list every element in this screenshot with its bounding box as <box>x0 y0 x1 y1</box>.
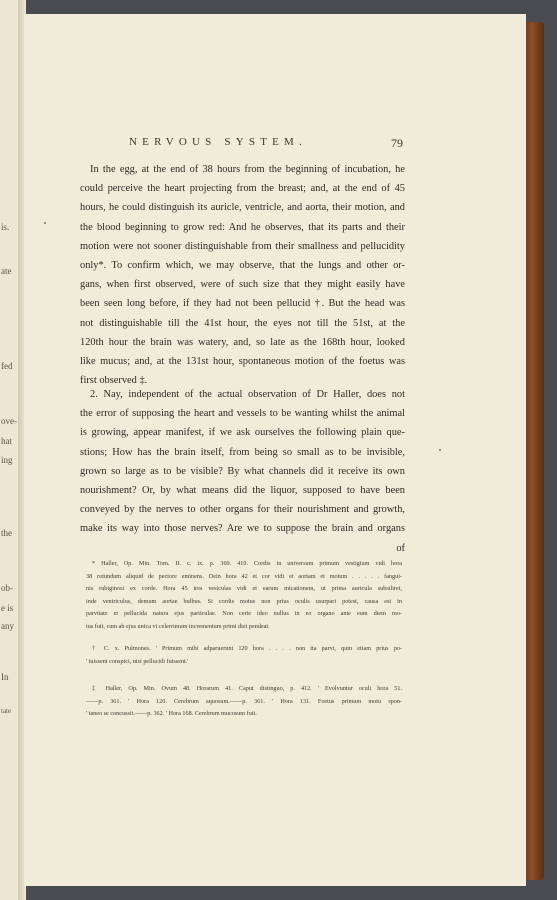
text-line: the error of supposing the heart and vessels to be wanting whilst the animal <box>80 408 405 420</box>
page-speck <box>439 449 441 451</box>
text-line: grown so large as to be visible? By what channels did it receive its own <box>80 465 405 477</box>
footnote-line: parvitate et pellucida natura ejus particulae. Non certe ideo nullus in eo organo ante eum diem mo- <box>86 610 402 618</box>
footnote-line: * Haller, Op. Min. Tom. II. c. ix. p. 369. 410. Cordis in universum primum vestigium vidi hora <box>92 560 402 567</box>
footnote-line: ‡ Haller, Op. Min. Ovum 48. Horarum 41. Caput distinguo, p. 412. ' Evolvuntur oculi hora 51. <box>92 685 402 692</box>
footnote-line: inde ventriculus, demum aortae bulbus. Si cordis motus non prius oculis usurpari potest, causa est in <box>86 597 402 605</box>
text-line: could perceive the heart projecting from the breast; and, at the end of 45 <box>80 183 405 195</box>
text-line: been seen long before, if they had not been pellucid †. But the head was <box>80 298 405 310</box>
text-line: nourishment? Or, by what means did the liquor, supposed to have been <box>80 484 405 496</box>
paragraph-2 <box>80 385 405 558</box>
left-page-fragment: is. <box>1 222 10 232</box>
footnote-line: † C. x. Pulmones. ' Primum mihi adparuerunt 120 hora . . . . non ita parvi, quin etiam prius po- <box>92 645 402 652</box>
text-line: is growing, appear manifest, if we ask ourselves the following plain que- <box>80 427 405 439</box>
text-line: stions; How has the brain itself, from being so small as to be invisible, <box>80 446 405 458</box>
left-page-fragment: hat <box>1 436 12 446</box>
left-page-fragment: ate <box>1 266 12 276</box>
book-cover-edge <box>524 22 544 880</box>
footnote-1 <box>86 558 402 634</box>
text-line: motion were not sooner distinguishable from their smallness and pellucidity <box>80 240 405 252</box>
text-line: 120th hour the brain was watery, and, so late as the 168th hour, looked <box>80 336 405 348</box>
left-page-fragment: any <box>1 621 14 631</box>
left-page-fragment: fed <box>1 361 13 371</box>
footnote-2 <box>86 643 402 668</box>
text-line: 2. Nay, independent of the actual observation of Dr Haller, does not <box>90 389 405 400</box>
text-line: the blood beginning to grow red: And he observes, that its parts and their <box>80 221 405 233</box>
text-line: like mucus; and, at the 131st hour, spontaneous motion of the foetus was <box>80 355 405 367</box>
text-line: conveyed by the nerves to other organs for their nourishment and growth, <box>80 504 405 516</box>
catchword: of <box>396 542 405 554</box>
footnote-3 <box>86 683 402 721</box>
footnote-line: 38 rotundum aliquid de pectore eminens. Dein hora 42 et cor vidi et aortam et motum . . . . . fangui- <box>86 572 402 580</box>
text-line: only*. To confirm which, we may observe, that the lungs and other or- <box>80 259 405 271</box>
page-number: 79 <box>391 136 403 150</box>
text-line: make its way into those nerves? Are we to suppose the brain and organs <box>80 523 405 535</box>
left-page-fragment: In <box>1 672 9 682</box>
text-line: hours, he could distinguish its auricle, ventricle, and aorta, their motion, and <box>80 202 405 214</box>
footnote-line: nis rubiginosi ex corde. Hora 45 tres vesiculas vidi et earum micationem, ut prima auricula subsiliret, <box>86 585 402 593</box>
text-line: first observed ‡. <box>80 375 148 387</box>
text-line: gans, when first observed, were of such size that they might easily have <box>80 279 405 291</box>
footnote-line: tus fuit, cum ab ejus unica vi celerrimum incrementum primi diei pendeat. <box>86 622 270 630</box>
text-line: not distinguishable till the 41st hour, the eyes not till the 51st, at the <box>80 317 405 329</box>
running-header: NERVOUS SYSTEM. <box>129 136 307 148</box>
left-page-fragment: ove- <box>1 416 17 426</box>
left-page-fragment: e is <box>1 603 14 613</box>
left-page-fragment: ing <box>1 455 13 465</box>
paragraph-1 <box>80 160 405 390</box>
left-page-fragment: the <box>1 528 12 538</box>
page-speck <box>44 222 46 224</box>
footnote-line: ' tuissent conspici, nisi pellucidi fuissent.' <box>86 657 189 665</box>
left-page-fragment: ob- <box>1 583 13 593</box>
left-page-fragment: tate <box>1 707 12 715</box>
footnote-line: ——p. 361. ' Hora 120. Cerebrum aquosum.——p. 361. ' Hora 131. Foetus primum motu spon- <box>86 697 402 705</box>
footnote-line: ' taneo se concussit.——p. 362. ' Hora 168. Cerebrum mucosum fuit. <box>86 710 257 718</box>
text-line: In the egg, at the end of 38 hours from the beginning of incubation, he <box>90 164 405 175</box>
